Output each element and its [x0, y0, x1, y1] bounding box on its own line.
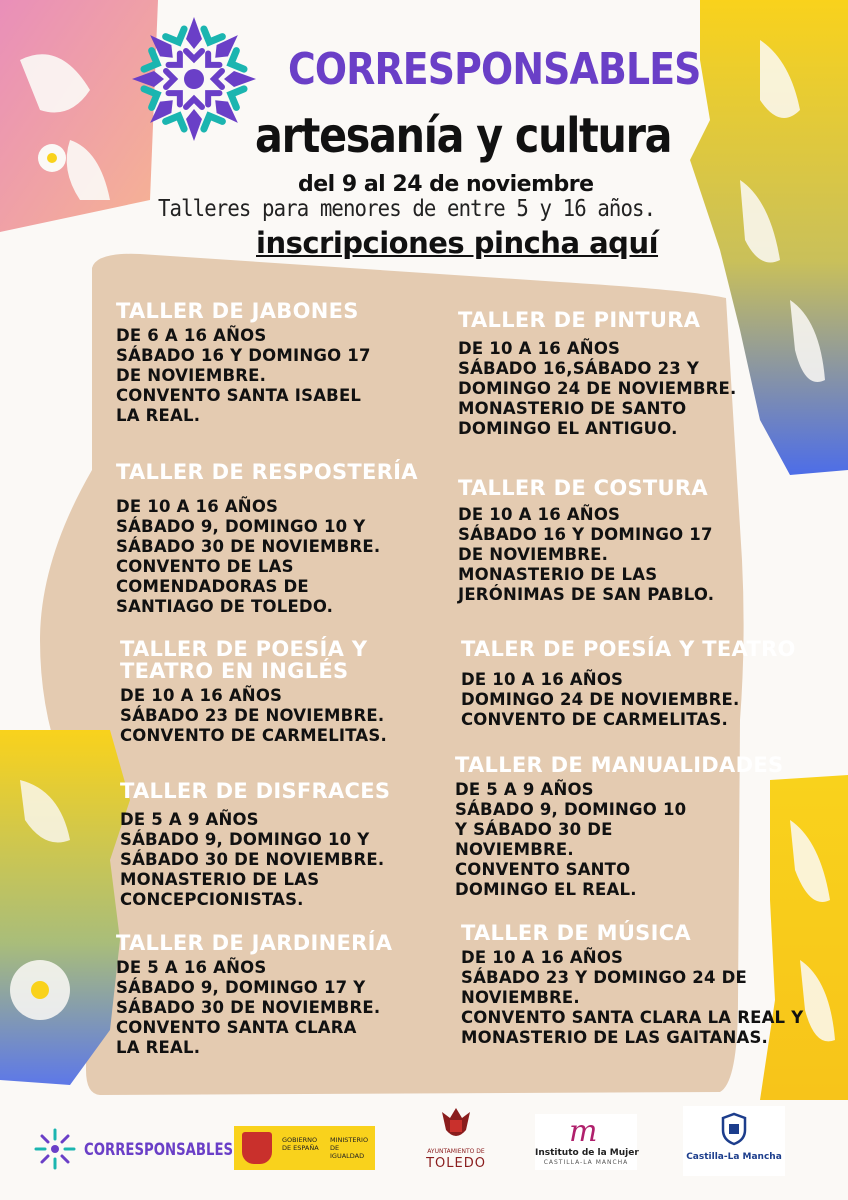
- toledo-text: TOLEDO: [426, 1156, 486, 1171]
- workshop-details: DE 5 A 16 AÑOS SÁBADO 9, DOMINGO 17 Y SÁBADO 30 DE NOVIEMBRE. CONVENTO SANTA CLARA LA REAL.: [116, 958, 381, 1057]
- gobierno-text: GOBIERNO DE ESPAÑA: [282, 1136, 319, 1152]
- ministerio-text: MINISTERIO DE IGUALDAD: [330, 1136, 369, 1160]
- workshop-poesia: [461, 638, 801, 730]
- workshop-title: TALLER DE COSTURA: [458, 476, 708, 500]
- castilla-la-mancha-logo: [683, 1106, 785, 1176]
- instituto-m-icon: m: [569, 1114, 598, 1149]
- workshop-title: TALLER DE POESÍA Y TEATRO EN INGLÉS: [120, 637, 368, 683]
- workshop-details: DE 5 A 9 AÑOS SÁBADO 9, DOMINGO 10 Y SÁBADO 30 DE NOVIEMBRE. MONASTERIO DE LAS CONCEPCIONISTAS.: [120, 810, 385, 909]
- workshop-title: TALLER DE MANUALIDADES: [455, 753, 784, 777]
- event-dates: del 9 al 24 de noviembre: [298, 172, 594, 197]
- corresponsables-logo: [34, 1128, 234, 1172]
- workshop-title: TALLER DE PINTURA: [458, 308, 701, 332]
- gobierno-logo: [234, 1126, 375, 1170]
- toledo-crest-icon: [436, 1104, 476, 1144]
- workshop-title: TALLER DE RESPOSTERÍA: [116, 460, 418, 484]
- subtitle: artesanía y cultura: [255, 108, 672, 164]
- workshop-costura: [458, 477, 798, 605]
- workshop-details: DE 10 A 16 AÑOS SÁBADO 9, DOMINGO 10 Y SÁBADO 30 DE NOVIEMBRE. CONVENTO DE LAS COMENDADORAS DE SANTIAGO DE TOLEDO.: [116, 497, 381, 616]
- workshop-title: TALLER DE DISFRACES: [120, 779, 391, 803]
- workshop-details: DE 6 A 16 AÑOS SÁBADO 16 Y DOMINGO 17 DE NOVIEMBRE. CONVENTO SANTA ISABEL LA REAL.: [116, 326, 371, 425]
- castilla-crest-icon: [719, 1112, 749, 1146]
- brand-title: CORRESPONSABLES: [288, 44, 701, 95]
- workshop-poesia-ingles: [120, 638, 450, 746]
- workshop-reposteria: [116, 461, 446, 617]
- castilla-text: Castilla-La Mancha: [686, 1152, 782, 1162]
- workshop-details: DE 10 A 16 AÑOS SÁBADO 23 Y DOMINGO 24 DE NOVIEMBRE. CONVENTO SANTA CLARA LA REAL Y MONASTERIO DE LAS GAITANAS.: [461, 948, 804, 1047]
- workshop-details: DE 10 A 16 AÑOS SÁBADO 16,SÁBADO 23 Y DOMINGO 24 DE NOVIEMBRE. MONASTERIO DE SANTO DOMINGO EL ANTIGUO.: [458, 339, 737, 438]
- signup-link[interactable]: inscripciones pincha aquí: [256, 226, 659, 260]
- instituto-region-text: CASTILLA-LA MANCHA: [543, 1159, 629, 1166]
- workshop-title: TALLER DE JABONES: [116, 299, 359, 323]
- spain-crest-icon: [242, 1132, 272, 1164]
- corresponsables-logo-icon: [128, 13, 260, 145]
- workshop-disfraces: [120, 780, 450, 910]
- instituto-text: Instituto de la Mujer: [535, 1148, 639, 1158]
- workshop-details: DE 10 A 16 AÑOS DOMINGO 24 DE NOVIEMBRE. CONVENTO DE CARMELITAS.: [461, 670, 740, 729]
- workshop-manualidades: [455, 754, 800, 900]
- sponsor-logos: [0, 1100, 848, 1180]
- workshop-title: TALLER DE JARDINERÍA: [116, 931, 393, 955]
- workshop-details: DE 10 A 16 AÑOS SÁBADO 23 DE NOVIEMBRE. CONVENTO DE CARMELITAS.: [120, 686, 387, 745]
- workshop-details: DE 10 A 16 AÑOS SÁBADO 16 Y DOMINGO 17 DE NOVIEMBRE. MONASTERIO DE LAS JERÓNIMAS DE SAN PABLO.: [458, 505, 715, 604]
- workshop-jabones: [116, 300, 446, 426]
- instituto-mujer-logo: [535, 1114, 637, 1170]
- workshop-details: DE 5 A 9 AÑOS SÁBADO 9, DOMINGO 10 Y SÁBADO 30 DE NOVIEMBRE. CONVENTO SANTO DOMINGO EL REAL.: [455, 780, 687, 899]
- workshop-musica: [461, 922, 811, 1048]
- workshop-pintura: [458, 309, 798, 439]
- audience-text: Talleres para menores de entre 5 y 16 años.: [158, 196, 656, 222]
- corresponsables-small-icon: [34, 1128, 76, 1170]
- toledo-logo: [420, 1104, 492, 1174]
- workshop-title: TALLER DE MÚSICA: [461, 921, 691, 945]
- workshop-title: TALER DE POESÍA Y TEATRO: [461, 637, 796, 661]
- corresponsables-logo-text: CORRESPONSABLES: [84, 1140, 234, 1160]
- workshop-jardineria: [116, 932, 446, 1058]
- ayuntamiento-text: AYUNTAMIENTO DE: [427, 1148, 485, 1155]
